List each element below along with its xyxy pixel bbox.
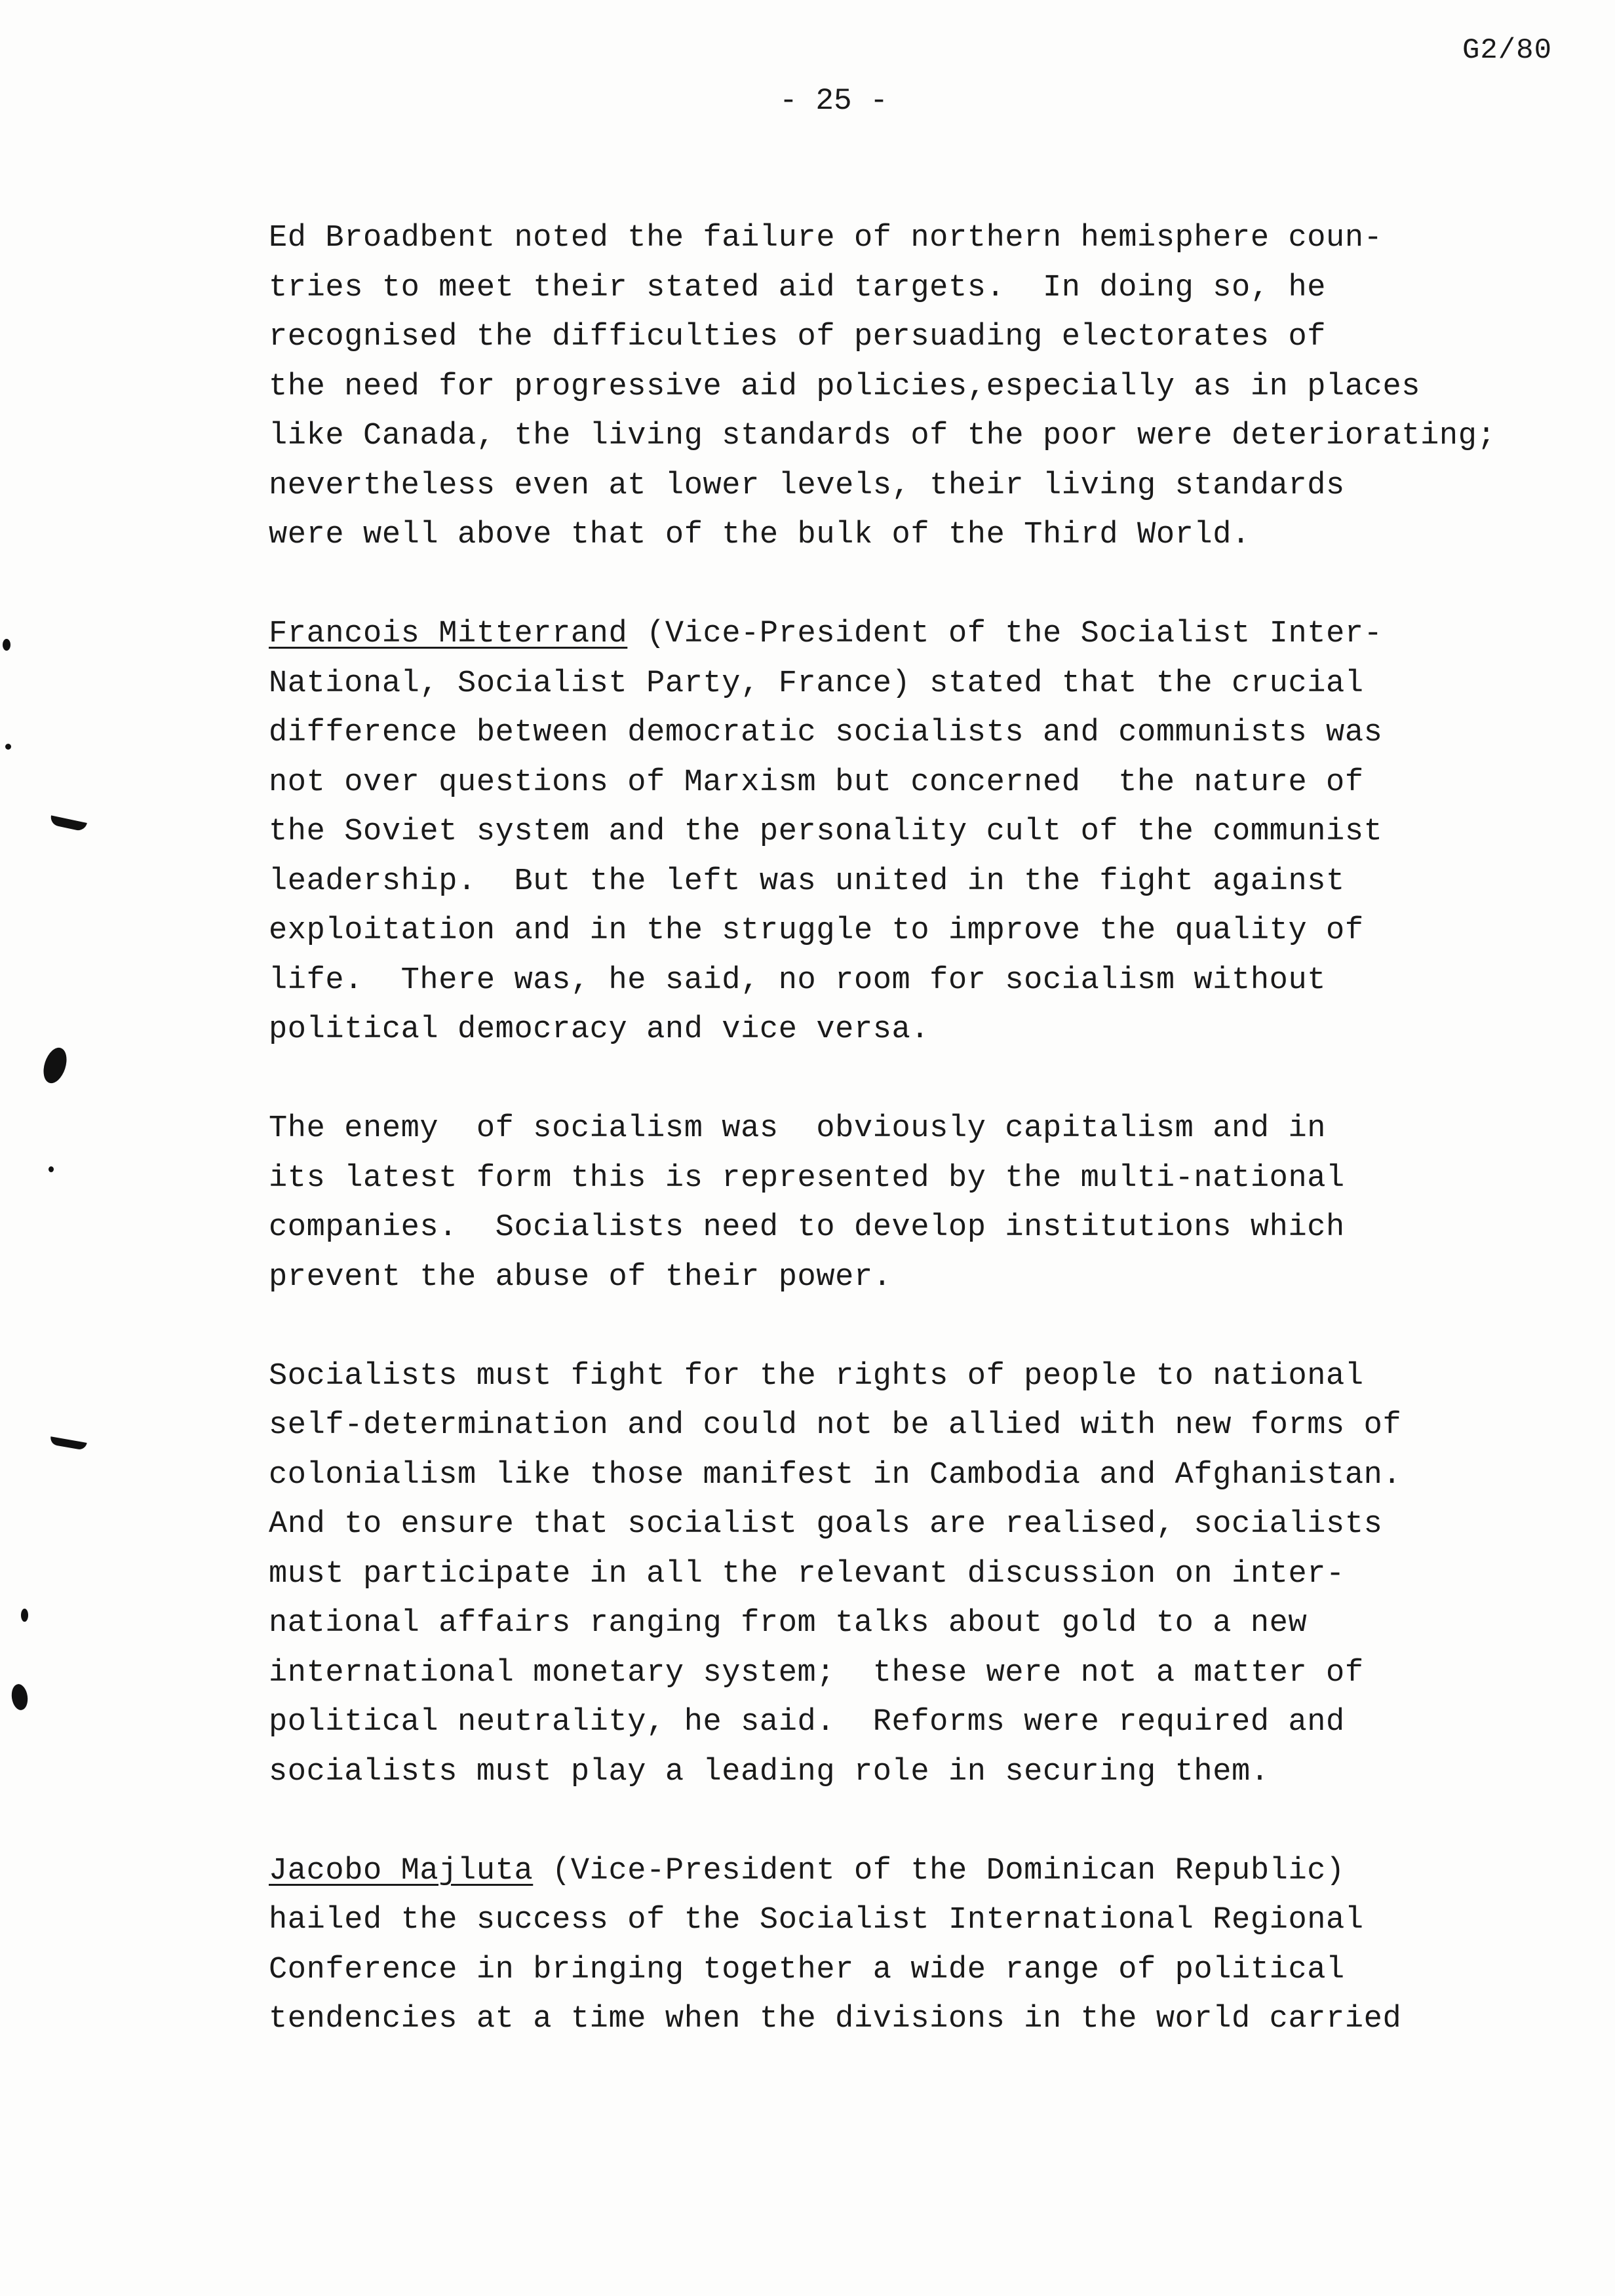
text-line: exploitation and in the struggle to improve the quality of <box>269 913 1364 948</box>
paragraph-gap <box>269 1302 1566 1352</box>
text-line: were well above that of the bulk of the Third World. <box>269 518 1251 552</box>
speaker-line-rest: (Vice-President of the Dominican Republic) <box>533 1853 1345 1888</box>
speaker-name: Jacobo Majluta <box>269 1853 534 1888</box>
text-line: international monetary system; these were not a matter of <box>269 1655 1364 1691</box>
text-line: not over questions of Marxism but concerned the nature of <box>269 765 1364 800</box>
paragraph-mitterrand <box>269 609 1566 1055</box>
text-line: must participate in all the relevant discussion on inter- <box>269 1556 1345 1592</box>
text-line: hailed the success of the Socialist International Regional <box>269 1903 1364 1938</box>
text-line: Conference in bringing together a wide range of political <box>269 1952 1345 1987</box>
scan-speck <box>49 1166 54 1172</box>
text-line: The enemy of socialism was obviously capitalism and in <box>269 1111 1327 1146</box>
paragraph-gap <box>269 560 1566 610</box>
text-line: political neutrality, he said. Reforms were required and <box>269 1705 1345 1740</box>
paragraph-majluta <box>269 1846 1566 2044</box>
text-line: recognised the difficulties of persuading electorates of <box>269 320 1327 354</box>
paragraph-gap <box>269 1797 1566 1846</box>
page-number: - 25 - <box>779 84 888 118</box>
speaker-line-rest: (Vice-President of the Socialist Inter- <box>627 617 1383 651</box>
scan-speck <box>3 639 10 651</box>
text-line: life. There was, he said, no room for socialism without <box>269 963 1327 998</box>
scan-speck <box>5 744 11 750</box>
text-line: National, Socialist Party, France) stated that the crucial <box>269 666 1364 701</box>
text-line: colonialism like those manifest in Cambodia and Afghanistan. <box>269 1457 1402 1493</box>
text-line: national affairs ranging from talks about gold to a new <box>269 1606 1308 1641</box>
scan-speck <box>21 1609 28 1622</box>
document-reference: G2/80 <box>1462 34 1552 67</box>
text-line: tendencies at a time when the divisions in the world carried <box>269 2002 1402 2037</box>
text-line <box>269 1846 1566 1896</box>
paragraph-enemy <box>269 1104 1566 1302</box>
text-line: companies. Socialists need to develop institutions which <box>269 1210 1345 1245</box>
text-line: nevertheless even at lower levels, their living standards <box>269 468 1345 503</box>
text-line: And to ensure that socialist goals are realised, socialists <box>269 1507 1383 1542</box>
text-line <box>269 609 1566 659</box>
text-line: tries to meet their stated aid targets. In doing so, he <box>269 270 1327 305</box>
scan-speck <box>49 1436 87 1451</box>
scan-speck <box>39 1044 71 1086</box>
paragraph-self-determination <box>269 1352 1566 1797</box>
text-line: difference between democratic socialists and communists was <box>269 716 1383 750</box>
document-body <box>269 214 1566 2044</box>
text-line: political democracy and vice versa. <box>269 1012 930 1047</box>
text-line: leadership. But the left was united in the fight against <box>269 864 1345 899</box>
text-line: Socialists must fight for the rights of people to national <box>269 1358 1364 1394</box>
text-line: socialists must play a leading role in securing them. <box>269 1754 1270 1789</box>
text-line: the Soviet system and the personality cult of the communist <box>269 814 1383 849</box>
paragraph-gap <box>269 1055 1566 1105</box>
scan-speck <box>49 815 87 832</box>
text-line: Ed Broadbent noted the failure of northern hemisphere coun- <box>269 221 1383 256</box>
text-line: like Canada, the living standards of the poor were deteriorating; <box>269 419 1496 453</box>
speaker-name: Francois Mitterrand <box>269 617 628 651</box>
text-line: its latest form this is represented by the multi-national <box>269 1160 1345 1196</box>
text-line: self-determination and could not be allied with new forms of <box>269 1408 1402 1443</box>
text-line: the need for progressive aid policies,especially as in places <box>269 369 1421 404</box>
text-line: prevent the abuse of their power. <box>269 1259 892 1295</box>
paragraph-broadbent <box>269 214 1566 560</box>
scan-speck <box>10 1683 29 1712</box>
